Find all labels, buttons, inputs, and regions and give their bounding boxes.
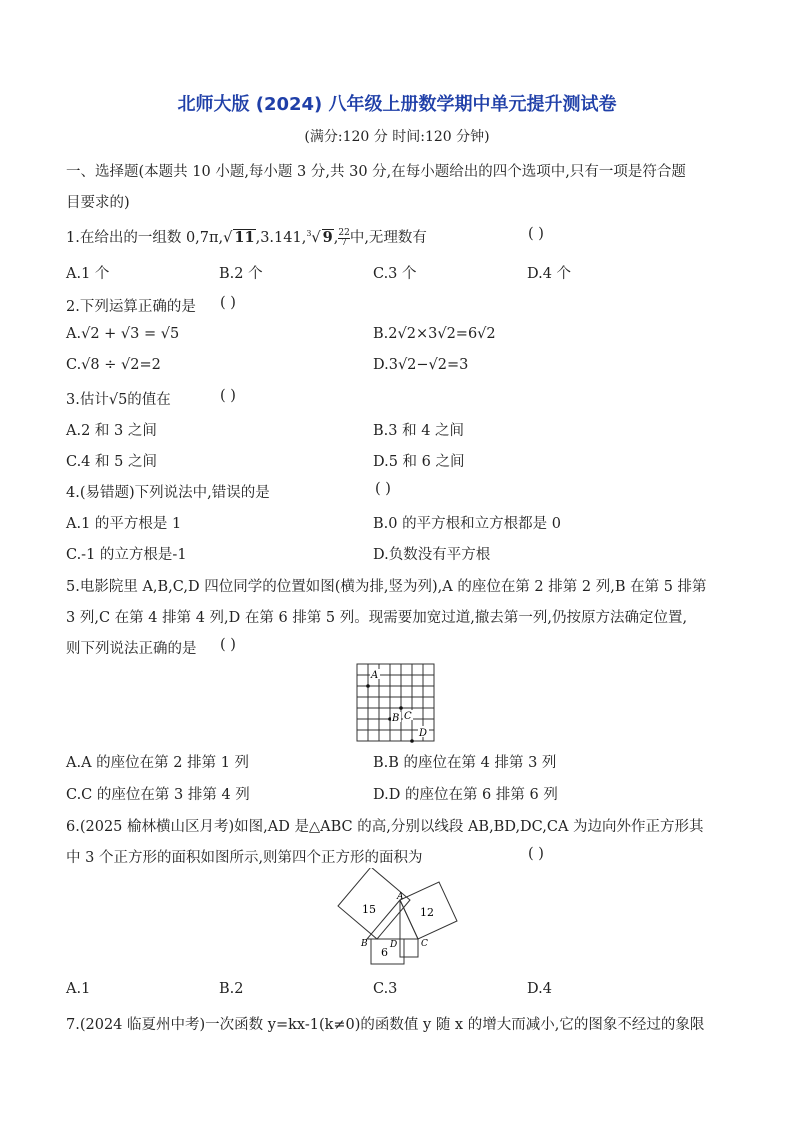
q3-option-a: A.2 和 3 之间 (66, 423, 157, 439)
q3-option-b: B.3 和 4 之间 (373, 423, 465, 439)
q1-frac-num: 22 (338, 227, 350, 238)
q5-stem-line1: 5.电影院里 A,B,C,D 四位同学的位置如图(横为排,竖为列),A 的座位在第 2 排第 2 列,B 在第 5 排第 (66, 579, 707, 595)
square-dc (400, 939, 418, 957)
q3-option-c: C.4 和 5 之间 (66, 454, 157, 470)
vertex-label-d: D (390, 940, 398, 950)
q1-stem-prefix: 1.在给出的一组数 0,7π, (66, 230, 224, 246)
vertex-label-c: C (421, 939, 428, 949)
q4-option-c: C.-1 的立方根是-1 (66, 547, 187, 563)
q5-option-b: B.B 的座位在第 4 排第 3 列 (373, 755, 557, 771)
section-heading-cont: 目要求的) (66, 195, 130, 211)
q1-rad2: 9 (322, 229, 333, 246)
q6-option-b: B.2 (219, 981, 244, 997)
q1-option-a: A.1 个 (66, 266, 110, 282)
q1-option-b: B.2 个 (219, 266, 263, 282)
q3-option-d: D.5 和 6 之间 (373, 454, 465, 470)
q5-stem-line2: 3 列,C 在第 4 排第 4 列,D 在第 6 排第 5 列。现需要加宽过道,撤去第一列,仍按原方法确定位置, (66, 610, 688, 626)
q5-stem-line3: 则下列说法正确的是 (66, 641, 197, 657)
q2-option-b: B.2√2×3√2=6√2 (373, 326, 496, 342)
q2-answer-paren: ( ) (220, 295, 236, 311)
q7-stem-line1: 7.(2024 临夏州中考)一次函数 y=kx-1(k≠0)的函数值 y 随 x 的增大而减小,它的图象不经过的象限 (66, 1017, 705, 1033)
vertex-label-a: A (397, 892, 404, 902)
vertex-label-b: B (361, 939, 368, 949)
q3-stem: 3.估计√5的值在 (66, 392, 171, 408)
q1-answer-paren: ( ) (528, 226, 544, 242)
q1-fraction (338, 229, 349, 248)
q4-option-d: D.负数没有平方根 (373, 547, 491, 563)
q4-option-b: B.0 的平方根和立方根都是 0 (373, 516, 561, 532)
q6-option-c: C.3 (373, 981, 398, 997)
q1-stem-suffix: 中,无理数有 (349, 230, 427, 246)
q2-option-a: A.√2 + √3 = √5 (66, 326, 180, 342)
section-heading: 一、选择题(本题共 10 小题,每小题 3 分,共 30 分,在每小题给出的四个选项中,只有一项是符合题 (66, 164, 686, 180)
seat-a-dot (366, 684, 370, 688)
q5-answer-paren: ( ) (220, 637, 236, 653)
squares-figure (334, 868, 464, 968)
q6-stem-line2: 中 3 个正方形的面积如图所示,则第四个正方形的面积为 (66, 850, 423, 866)
q6-option-a: A.1 (66, 981, 91, 997)
q1-stem-mid: ,3.141, (255, 230, 307, 246)
q2-stem: 2.下列运算正确的是 (66, 299, 196, 315)
q1-stem: 1.在给出的一组数 0,7π,√ 11,3.141,$^3$√ 9, $\frac{22}{7}$ 中,无理数有 (66, 227, 427, 248)
page-title: 北师大版 (2024) 八年级上册数学期中单元提升测试卷 (177, 94, 617, 115)
q6-answer-paren: ( ) (528, 846, 544, 862)
q1-rad1: 11 (234, 229, 255, 246)
q5-option-d: D.D 的座位在第 6 排第 6 列 (373, 787, 558, 803)
seat-label-c: C (404, 711, 412, 722)
q6-stem-line1: 6.(2025 榆林横山区月考)如图,AD 是△ABC 的高,分别以线段 AB,BD,DC,CA 为边向外作正方形其 (66, 819, 704, 835)
q1-cube-index: 3 (306, 229, 312, 239)
q6-option-d: D.4 (527, 981, 552, 997)
seat-label-b: B (392, 713, 400, 724)
q2-option-c: C.√8 ÷ √2=2 (66, 357, 161, 373)
q1-option-d: D.4 个 (527, 266, 572, 282)
q3-answer-paren: ( ) (220, 388, 236, 404)
q1-frac-den: 7 (341, 237, 347, 248)
seat-c-dot (399, 706, 403, 710)
q2-option-d: D.3√2−√2=3 (373, 357, 469, 373)
q4-option-a: A.1 的平方根是 1 (66, 516, 182, 532)
seat-label-a: A (371, 670, 379, 681)
area-label-15: 15 (362, 903, 376, 916)
q5-option-a: A.A 的座位在第 2 排第 1 列 (66, 755, 250, 771)
q1-option-c: C.3 个 (373, 266, 417, 282)
exam-info: (满分:120 分 时间:120 分钟) (304, 129, 490, 145)
q4-answer-paren: ( ) (375, 481, 391, 497)
q4-stem: 4.(易错题)下列说法中,错误的是 (66, 485, 270, 501)
seating-grid-figure (356, 663, 436, 743)
q5-option-c: C.C 的座位在第 3 排第 4 列 (66, 787, 250, 803)
seat-label-d: D (419, 728, 428, 739)
area-label-12: 12 (420, 906, 434, 919)
area-label-6: 6 (381, 946, 388, 959)
seat-d-dot (410, 739, 414, 743)
